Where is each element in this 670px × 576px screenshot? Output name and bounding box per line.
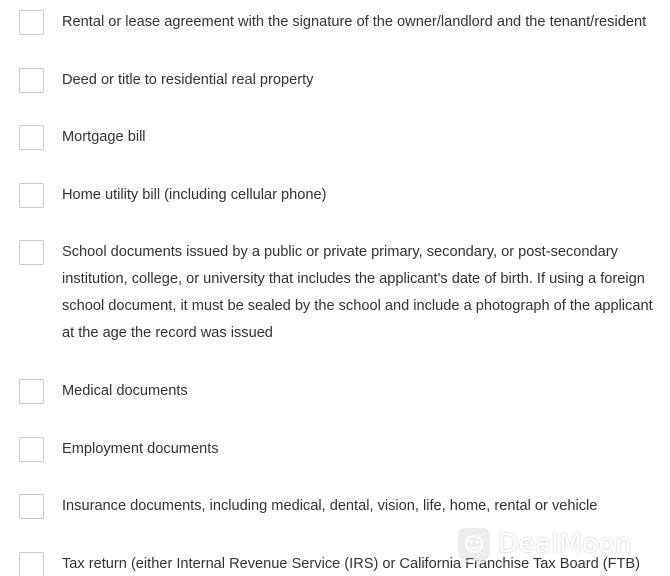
dealmoon-logo-icon xyxy=(456,526,492,562)
checklist-item-label: Tax return (either Internal Revenue Service (IRS) or California Franchise Tax Board (FTB) xyxy=(62,556,641,572)
checkbox[interactable] xyxy=(19,10,44,35)
checklist-item-label: Insurance documents, including medical, dental, vision, life, home, rental or vehicle xyxy=(62,498,598,514)
checkbox[interactable] xyxy=(19,552,44,576)
checklist-item-label: Deed or title to residential real property xyxy=(62,72,314,88)
checkbox[interactable] xyxy=(19,437,44,462)
checklist-item-label: Home utility bill (including cellular phone) xyxy=(62,187,327,203)
checklist-item-label: Rental or lease agreement with the signature of the owner/landlord and the tenant/resident xyxy=(62,14,647,30)
checkbox[interactable] xyxy=(19,494,44,519)
checkbox[interactable] xyxy=(19,240,44,265)
watermark-text: DealMoon xyxy=(498,529,632,559)
checkbox[interactable] xyxy=(19,183,44,208)
checklist-item-label: Mortgage bill xyxy=(62,129,146,145)
checklist-item-label: Employment documents xyxy=(62,441,219,457)
checkbox[interactable] xyxy=(19,125,44,150)
watermark xyxy=(456,522,632,566)
checklist-item-label: School documents issued by a public or private primary, secondary, or post-secondary institution, college, or university that includes the applicant's date of birth. If using a foreign school document, it must be sealed by the school and include a photograph of the applicant at the age the record was issued xyxy=(62,244,653,341)
checklist-item-label: Medical documents xyxy=(62,383,188,399)
checkbox[interactable] xyxy=(19,379,44,404)
checkbox[interactable] xyxy=(19,68,44,93)
